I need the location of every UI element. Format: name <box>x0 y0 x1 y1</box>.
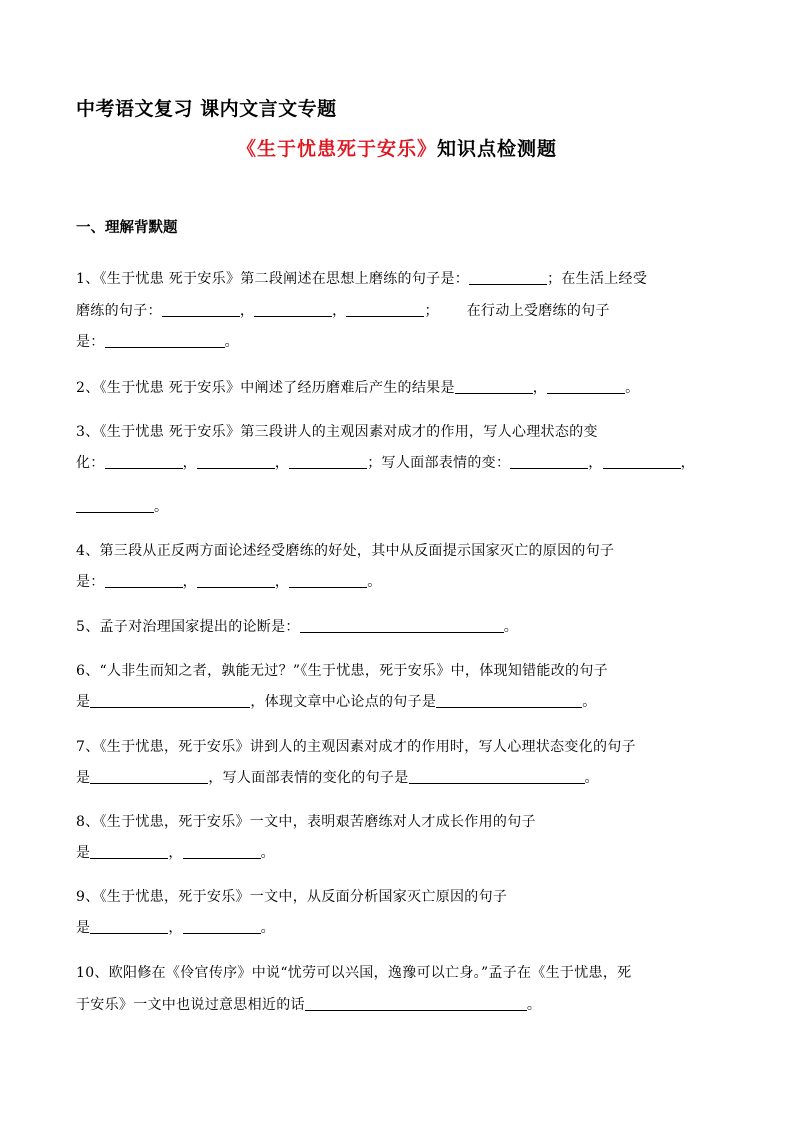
separator: ， <box>239 303 255 319</box>
main-title-text-title: 《生于忧患死于安乐》 <box>236 138 437 160</box>
answer-blank[interactable] <box>469 270 547 285</box>
question-7-line-2 <box>76 767 599 787</box>
question-7-text: 7、《生于忧患，死于安乐》讲到人的主观因素对成才的作用时，写人心理状态变化的句子 <box>76 739 636 755</box>
question-4-line-2 <box>76 571 382 591</box>
question-5-line-1 <box>76 616 518 636</box>
answer-blank[interactable] <box>436 693 582 708</box>
question-3-line-1 <box>76 421 598 441</box>
question-7-label: 是 <box>76 770 91 786</box>
separator: ； <box>367 455 382 471</box>
separator: ； <box>424 303 439 319</box>
question-2-text: 2、《生于忧患 死于安乐》中阐述了经历磨难后产生的结果是 <box>76 380 455 396</box>
separator: ， <box>168 920 183 936</box>
separator: ， <box>532 380 548 396</box>
question-1-label: 磨练的句子： <box>76 303 162 319</box>
period: 。 <box>625 380 640 396</box>
period: 。 <box>224 334 239 350</box>
period: 。 <box>503 619 519 635</box>
question-9-line-1 <box>76 886 507 906</box>
question-6-line-1 <box>76 660 608 680</box>
question-1-label: 是： <box>76 334 105 350</box>
question-8-line-2 <box>76 842 275 862</box>
answer-blank[interactable] <box>346 302 424 317</box>
answer-blank[interactable] <box>162 302 240 317</box>
question-10-text: 10、欧阳修在《伶官传序》中说“忧劳可以兴国，逸豫可以亡身。”孟子在《生于忧患，死 <box>76 965 632 981</box>
question-1-line-3 <box>76 331 239 351</box>
question-6-label: 是 <box>76 694 91 710</box>
question-10-text-b: 于安乐》一文中也说过意思相近的话 <box>76 997 305 1013</box>
question-10-line-2 <box>76 994 541 1014</box>
answer-blank[interactable] <box>90 919 168 934</box>
question-6-text-b: ，体现文章中心论点的句子是 <box>250 694 437 710</box>
separator: ， <box>680 455 695 471</box>
question-4-text: 4、第三段从正反两方面论述经受磨练的好处，其中从反面提示国家灭亡的原因的句子 <box>76 543 615 559</box>
separator: ， <box>274 455 290 471</box>
main-title <box>0 134 794 161</box>
question-1-line-1 <box>76 268 647 288</box>
question-1-text-c: 在行动上受磨练的句子 <box>466 303 610 319</box>
question-9-line-2 <box>76 917 275 937</box>
answer-blank[interactable] <box>305 996 527 1011</box>
answer-blank[interactable] <box>105 454 183 469</box>
question-2-line-1 <box>76 377 639 397</box>
question-3-label: 化： <box>76 455 105 471</box>
answer-blank[interactable] <box>105 333 225 348</box>
answer-blank[interactable] <box>183 919 261 934</box>
period: 。 <box>367 574 382 590</box>
separator: ， <box>274 574 290 590</box>
question-1-text: 1、《生于忧患 死于安乐》第二段阐述在思想上磨练的句子是： <box>76 271 470 287</box>
answer-blank[interactable] <box>455 379 533 394</box>
question-3-text-b: 写人面部表情的变： <box>381 455 511 471</box>
question-9-label: 是 <box>76 920 91 936</box>
period: 。 <box>584 770 599 786</box>
question-8-label: 是 <box>76 845 91 861</box>
question-7-line-1 <box>76 736 636 756</box>
answer-blank[interactable] <box>547 379 625 394</box>
answer-blank[interactable] <box>76 498 154 513</box>
answer-blank[interactable] <box>90 844 168 859</box>
answer-blank[interactable] <box>183 844 261 859</box>
answer-blank[interactable] <box>289 573 367 588</box>
question-10-line-1 <box>76 962 631 982</box>
question-8-text: 8、《生于忧患，死于安乐》一文中，表明艰苦磨练对人才成长作用的句子 <box>76 814 536 830</box>
answer-blank[interactable] <box>197 454 275 469</box>
question-7-text-b: ，写人面部表情的变化的句子是 <box>208 770 409 786</box>
separator: ， <box>332 303 347 319</box>
answer-blank[interactable] <box>254 302 332 317</box>
answer-blank[interactable] <box>289 454 367 469</box>
question-4-label: 是： <box>76 574 105 590</box>
question-1-text-b: ；在生活上经受 <box>547 271 648 287</box>
question-1-line-2 <box>76 300 610 320</box>
course-title: 中考语文复习 课内文言文专题 <box>76 98 337 120</box>
period: 。 <box>582 694 597 710</box>
answer-blank[interactable] <box>90 693 250 708</box>
question-6-line-2 <box>76 691 597 711</box>
question-3-line-2 <box>76 452 695 472</box>
separator: ， <box>588 455 603 471</box>
answer-blank[interactable] <box>90 769 208 784</box>
period: 。 <box>260 845 275 861</box>
answer-blank[interactable] <box>300 618 504 633</box>
separator: ， <box>182 574 197 590</box>
question-9-text: 9、《生于忧患，死于安乐》一文中，从反面分析国家灭亡原因的句子 <box>76 889 508 905</box>
period: 。 <box>260 920 275 936</box>
question-5-text: 5、孟子对治理国家提出的论断是： <box>76 619 300 635</box>
answer-blank[interactable] <box>105 573 183 588</box>
separator: ， <box>182 455 197 471</box>
answer-blank[interactable] <box>603 454 681 469</box>
question-6-text: 6、“人非生而知之者，孰能无过？”《生于忧患，死于安乐》中，体现知错能改的句子 <box>76 663 608 679</box>
separator: ， <box>168 845 183 861</box>
period: 。 <box>526 997 542 1013</box>
main-title-suffix: 知识点检测题 <box>437 138 558 160</box>
question-3-text: 3、《生于忧患 死于安乐》第三段讲人的主观因素对成才的作用，写人心理状态的变 <box>76 424 598 440</box>
answer-blank[interactable] <box>409 769 585 784</box>
question-4-line-1 <box>76 540 614 560</box>
question-8-line-1 <box>76 811 536 831</box>
answer-blank[interactable] <box>197 573 275 588</box>
question-3-line-3 <box>76 496 168 516</box>
period: 。 <box>154 499 169 515</box>
answer-blank[interactable] <box>510 454 588 469</box>
section-title: 一、理解背默题 <box>76 220 178 236</box>
